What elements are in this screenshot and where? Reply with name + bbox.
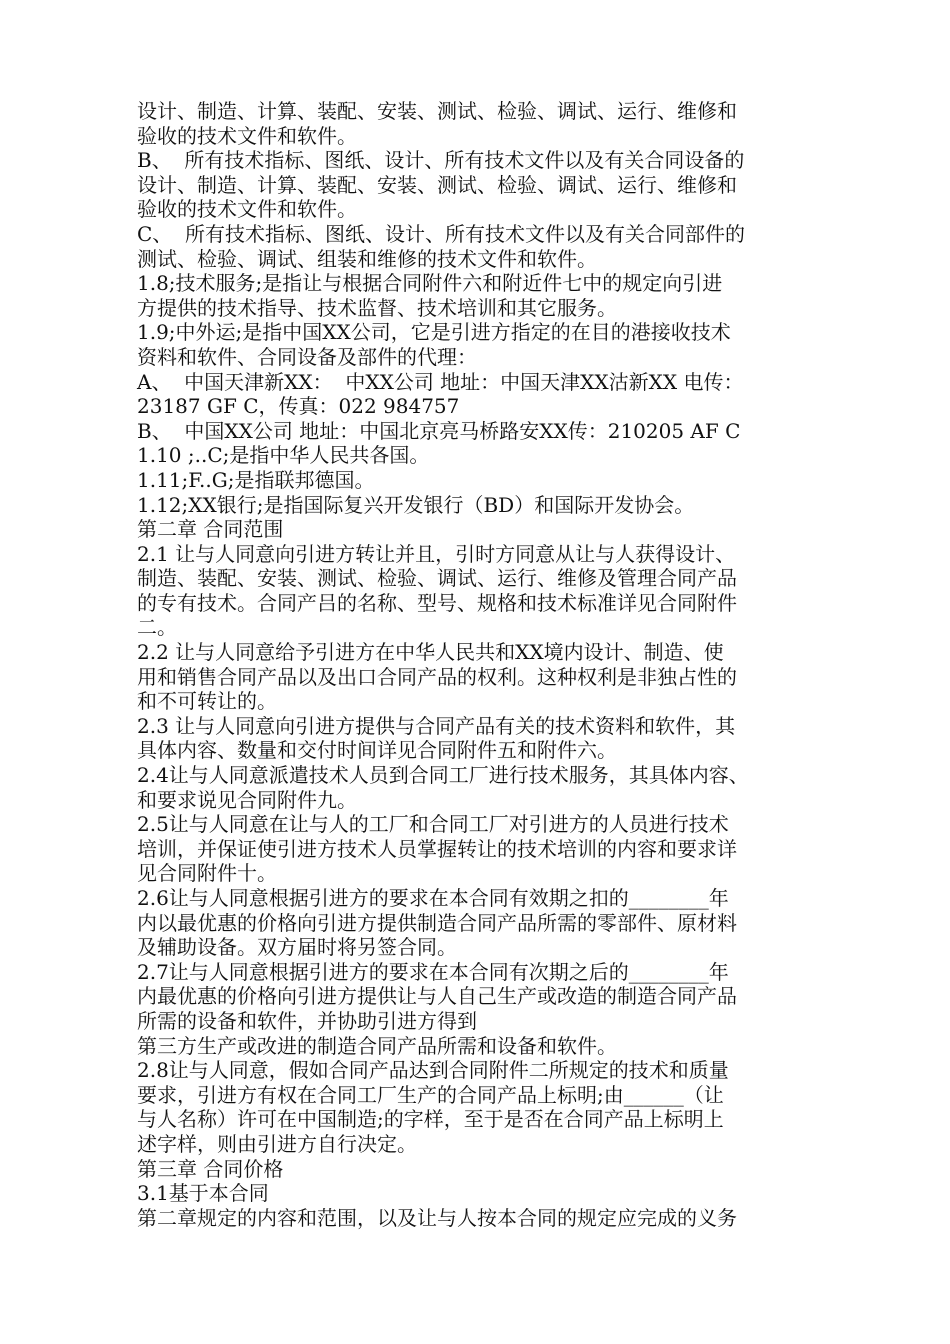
text-line: 3.1基于本合同 xyxy=(137,1181,269,1206)
text-line: B、 中国XX公司 地址：中国北京亮马桥路安XX传：210205 AF C xyxy=(137,418,741,443)
text-line: A、 中国天津新XX： 中XX公司 地址：中国天津XX沽新XX 电传： xyxy=(137,369,744,394)
text-line: 内以最优惠的价格向引进方提供制造合同产品所需的零部件、原材料 xyxy=(137,910,737,935)
document-body xyxy=(137,99,837,1230)
text-line: 所需的设备和软件，并协助引进方得到 xyxy=(137,1008,477,1033)
text-line: 第二章规定的内容和范围，以及让与人按本合同的规定应完成的义务 xyxy=(137,1205,737,1230)
text-line: 制造、装配、安装、测试、检验、调试、运行、维修及管理合同产品 xyxy=(137,566,737,591)
text-line: 测试、检验、调试、组装和维修的技术文件和软件。 xyxy=(137,246,597,271)
text-line: 23187 GF C，传真：022 984757 xyxy=(137,394,460,419)
text-line: 第三方生产或改进的制造合同产品所需和设备和软件。 xyxy=(137,1033,617,1058)
text-line: 2.2 让与人同意给予引进方在中华人民共和XX境内设计、制造、使 xyxy=(137,640,724,665)
text-line: 2.4让与人同意派遣技术人员到合同工厂进行技术服务，其具体内容、 xyxy=(137,763,749,788)
text-line: 2.7让与人同意根据引进方的要求在本合同有次期之后的________年 xyxy=(137,959,729,984)
text-line: 见合同附件十。 xyxy=(137,861,277,886)
text-line: 1.8;技术服务;是指让与根据合同附件六和附近件七中的规定向引进 xyxy=(137,271,723,296)
text-line: 验收的技术文件和软件。 xyxy=(137,123,357,148)
text-line: 方提供的技术指导、技术监督、技术培训和其它服务。 xyxy=(137,295,617,320)
text-line: 和不可转让的。 xyxy=(137,689,277,714)
text-line: 1.9;中外运;是指中国XX公司，它是引进方指定的在目的港接收技术 xyxy=(137,320,731,345)
text-line: 资料和软件、合同设备及部件的代理： xyxy=(137,344,477,369)
text-line: 及辅助设备。双方届时将另签合同。 xyxy=(137,935,457,960)
text-line: 和要求说见合同附件九。 xyxy=(137,787,357,812)
text-line: 具体内容、数量和交付时间详见合同附件五和附件六。 xyxy=(137,738,617,763)
text-line: 第二章 合同范围 xyxy=(137,517,284,542)
text-line: 1.11;F..G;是指联邦德国。 xyxy=(137,467,375,492)
text-line: 2.5让与人同意在让与人的工厂和合同工厂对引进方的人员进行技术 xyxy=(137,812,729,837)
text-line: 1.12;XX银行;是指国际复兴开发银行（BD）和国际开发协会。 xyxy=(137,492,695,517)
text-line: 2.3 让与人同意向引进方提供与合同产品有关的技术资料和软件，其 xyxy=(137,713,736,738)
text-line: B、 所有技术指标、图纸、设计、所有技术文件以及有关合同设备的 xyxy=(137,148,745,173)
text-line: 的专有技术。合同产吕的名称、型号、规格和技术标准详见合同附件 xyxy=(137,590,737,615)
text-line: 验收的技术文件和软件。 xyxy=(137,197,357,222)
text-line: 与人名称）许可在中国制造;的字样，至于是否在合同产品上标明上 xyxy=(137,1107,724,1132)
text-line: 设计、制造、计算、装配、安装、测试、检验、调试、运行、维修和 xyxy=(137,99,737,123)
text-line: C、 所有技术指标、图纸、设计、所有技术文件以及有关合同部件的 xyxy=(137,221,746,246)
text-line: 培训，并保证使引进方技术人员掌握转让的技术培训的内容和要求详 xyxy=(137,836,737,861)
text-line: 2.6让与人同意根据引进方的要求在本合同有效期之扣的________年 xyxy=(137,886,729,910)
text-line: 要求，引进方有权在合同工厂生产的合同产品上标明;由______（让 xyxy=(137,1082,724,1107)
text-line: 1.10 ;..C;是指中华人民共各国。 xyxy=(137,443,430,468)
text-line: 二。 xyxy=(137,615,177,640)
text-line: 设计、制造、计算、装配、安装、测试、检验、调试、运行、维修和 xyxy=(137,172,737,197)
text-line: 第三章 合同价格 xyxy=(137,1156,284,1181)
text-line: 述字样，则由引进方自行决定。 xyxy=(137,1131,417,1156)
text-line: 用和销售合同产品以及出口合同产品的权利。这种权利是非独占性的 xyxy=(137,664,737,689)
text-line: 2.1 让与人同意向引进方转让并且，引时方同意从让与人获得设计、 xyxy=(137,541,736,566)
text-line: 内最优惠的价格向引进方提供让与人自己生产或改造的制造合同产品 xyxy=(137,984,737,1009)
text-line: 2.8让与人同意，假如合同产品达到合同附件二所规定的技术和质量 xyxy=(137,1058,729,1083)
